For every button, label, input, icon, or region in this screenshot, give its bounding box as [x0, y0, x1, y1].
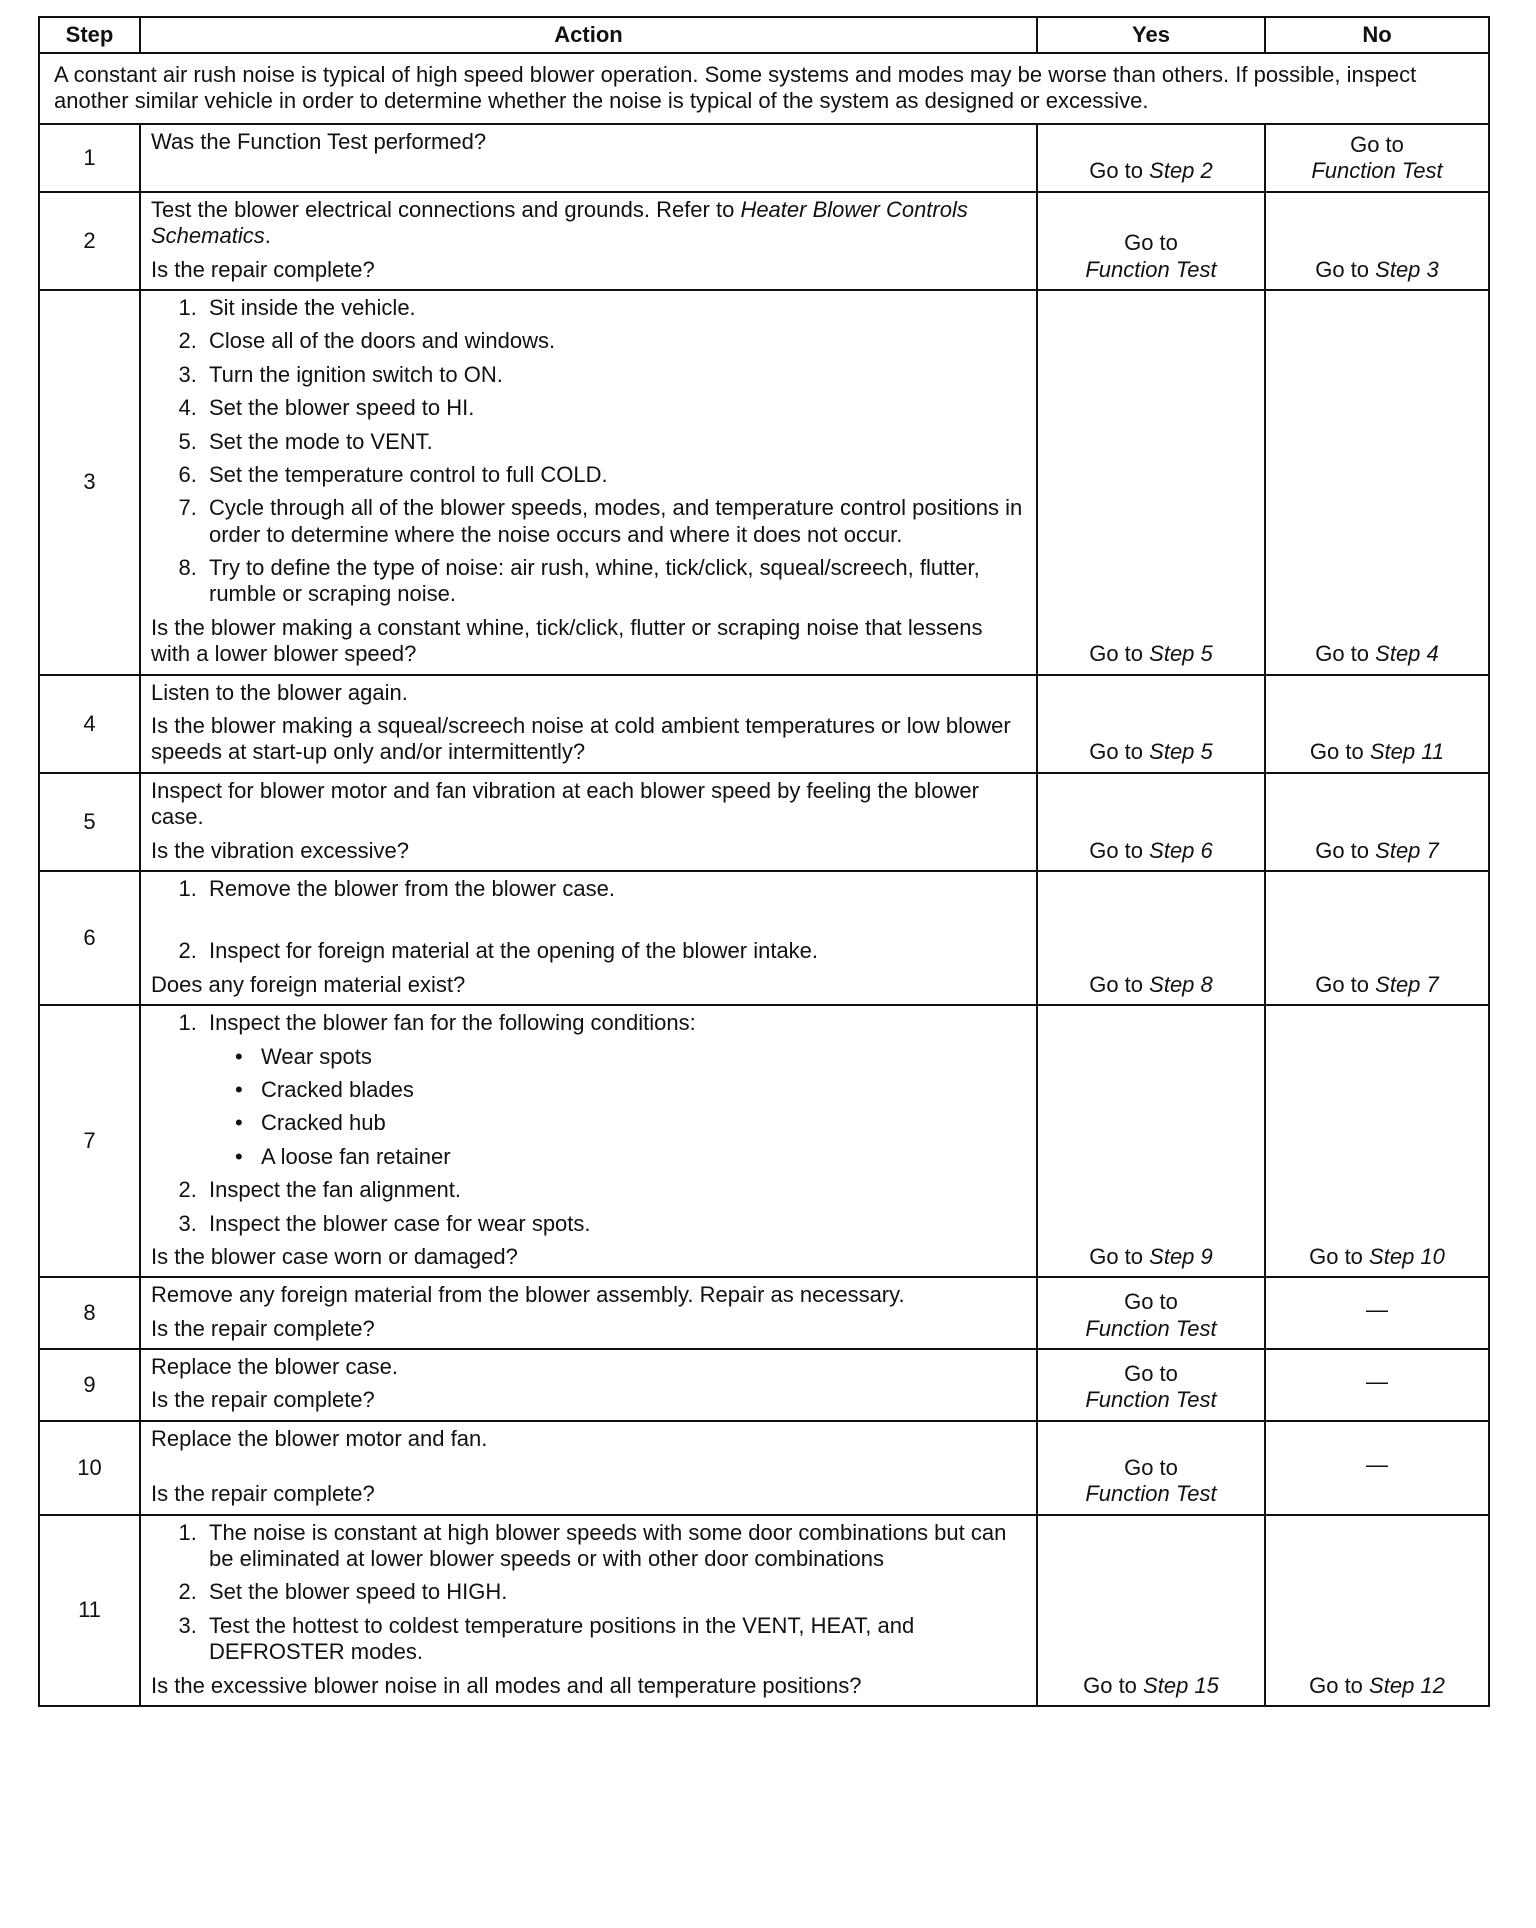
goto-label: Go to: [1350, 132, 1404, 157]
intro-row: [39, 53, 1489, 124]
no-cell: —: [1265, 1349, 1489, 1421]
step-number: 5: [39, 773, 140, 871]
table-row: [39, 192, 1489, 290]
list-item: 1. Remove the blower from the blower case.: [203, 876, 1026, 902]
no-target: Step 3: [1375, 256, 1439, 282]
header-row: [39, 17, 1489, 53]
numbered-list: [151, 1010, 1026, 1237]
numbered-list: [151, 876, 1026, 965]
question-text: Is the vibration excessive?: [151, 837, 410, 863]
list-item-text: Inspect the blower fan for the following conditions:: [209, 1010, 696, 1036]
yes-target: Function Test: [1085, 1315, 1217, 1341]
goto-label: Go to: [1089, 158, 1144, 184]
no-cell: —: [1265, 1277, 1489, 1349]
yes-cell: [1037, 1515, 1265, 1706]
goto-label: Go to: [1083, 1672, 1137, 1698]
yes-target: Function Test: [1085, 1481, 1217, 1507]
no-target: Function Test: [1311, 158, 1443, 184]
action-text: Inspect for blower motor and fan vibration at each blower speed by feeling the blower case.: [151, 777, 979, 830]
question-text: Is the excessive blower noise in all modes and all temperature positions?: [151, 1672, 862, 1698]
no-cell: [1265, 675, 1489, 773]
list-item: 3. Test the hottest to coldest temperature positions in the VENT, HEAT, and DEFROSTER modes.: [203, 1613, 1026, 1666]
action-cell: [140, 192, 1037, 290]
diagnostic-table: [38, 16, 1490, 1707]
no-cell: [1265, 1005, 1489, 1277]
table-row: [39, 871, 1489, 1005]
list-item: 2. Inspect the fan alignment.: [203, 1177, 1026, 1203]
no-cell: [1265, 1515, 1489, 1706]
spacer: [151, 1459, 1026, 1481]
no-cell: [1265, 871, 1489, 1005]
action-text: Listen to the blower again.: [151, 679, 408, 705]
question-text: Is the repair complete?: [151, 1315, 375, 1341]
goto-label: Go to: [1124, 1289, 1178, 1315]
goto-label: Go to: [1124, 1361, 1178, 1387]
no-cell: [1265, 290, 1489, 675]
yes-cell: [1037, 675, 1265, 773]
list-item: 7. Cycle through all of the blower speeds, modes, and temperature control positions in order to determine where the noise occurs and where it does not occur.: [203, 495, 1026, 548]
question-text: Is the blower case worn or damaged?: [151, 1243, 518, 1269]
header-yes: Yes: [1037, 17, 1265, 53]
list-item: 8. Try to define the type of noise: air rush, whine, tick/click, squeal/screech, flutter, rumble or scraping noise.: [203, 555, 1026, 608]
goto-label: Go to: [1089, 837, 1144, 863]
question-text: Is the repair complete?: [151, 1387, 375, 1413]
goto-label: Go to: [1315, 837, 1370, 863]
no-target: Step 7: [1375, 971, 1439, 997]
header-action: Action: [140, 17, 1037, 53]
yes-cell: [1037, 124, 1265, 192]
action-text-end: .: [264, 223, 271, 249]
action-text: Replace the blower motor and fan.: [151, 1425, 488, 1451]
question-text: Is the repair complete?: [151, 256, 375, 282]
bullet-item: • Wear spots: [255, 1044, 1026, 1070]
list-item: 3. Inspect the blower case for wear spots.: [203, 1211, 1026, 1237]
list-item: [203, 1010, 1026, 1170]
goto-label: Go to: [1124, 230, 1178, 256]
header-step: Step: [39, 17, 140, 53]
action-text: Was the Function Test performed?: [151, 128, 487, 154]
goto-label: Go to: [1089, 1243, 1144, 1269]
question-text: Does any foreign material exist?: [151, 971, 466, 997]
no-target: Step 7: [1375, 837, 1439, 863]
list-item: 2. Close all of the doors and windows.: [203, 328, 1026, 354]
step-number: 2: [39, 192, 140, 290]
action-cell: [140, 871, 1037, 1005]
goto-label: Go to: [1315, 641, 1370, 667]
goto-label: Go to: [1309, 739, 1364, 765]
list-item: 5. Set the mode to VENT.: [203, 429, 1026, 455]
goto-label: Go to: [1315, 256, 1370, 282]
step-number: 11: [39, 1515, 140, 1706]
yes-cell: [1037, 773, 1265, 871]
table-row: [39, 773, 1489, 871]
list-item: 2. Inspect for foreign material at the opening of the blower intake.: [203, 938, 1026, 964]
no-cell: [1265, 124, 1489, 192]
yes-cell: [1037, 871, 1265, 1005]
yes-target: Function Test: [1085, 1387, 1217, 1413]
yes-target: Step 8: [1149, 971, 1213, 997]
list-spacer: [203, 909, 1026, 931]
yes-cell: [1037, 1421, 1265, 1515]
schematic-reference: Heater Blower Controls Schematics: [151, 196, 968, 249]
yes-target: Step 2: [1149, 158, 1213, 184]
goto-label: Go to: [1309, 1243, 1363, 1269]
step-number: 10: [39, 1421, 140, 1515]
question-text: Is the blower making a squeal/screech noise at cold ambient temperatures or low blower speeds at start-up only and/or intermittently?: [151, 713, 1011, 765]
step-number: 9: [39, 1349, 140, 1421]
table-row: [39, 290, 1489, 675]
table-row: [39, 1421, 1489, 1515]
action-cell: [140, 124, 1037, 192]
table-row: [39, 1277, 1489, 1349]
action-text: Replace the blower case.: [151, 1354, 399, 1380]
action-cell: [140, 675, 1037, 773]
bullet-item: • A loose fan retainer: [255, 1144, 1026, 1170]
step-number: 3: [39, 290, 140, 675]
yes-cell: [1037, 192, 1265, 290]
goto-label: Go to: [1315, 971, 1370, 997]
action-cell: [140, 1421, 1037, 1515]
list-item: 6. Set the temperature control to full COLD.: [203, 462, 1026, 488]
no-target: Step 10: [1369, 1243, 1445, 1269]
goto-label: Go to: [1089, 739, 1144, 765]
step-number: 7: [39, 1005, 140, 1277]
question-text: Is the repair complete?: [151, 1481, 375, 1507]
step-number: 6: [39, 871, 140, 1005]
yes-target: Step 15: [1143, 1672, 1219, 1698]
yes-cell: [1037, 1005, 1265, 1277]
step-number: 4: [39, 675, 140, 773]
header-no: No: [1265, 17, 1489, 53]
list-item: 4. Set the blower speed to HI.: [203, 395, 1026, 421]
question-text: Is the blower making a constant whine, tick/click, flutter or scraping noise that lessens with a lower blower speed?: [151, 614, 983, 667]
goto-label: Go to: [1089, 971, 1144, 997]
numbered-list: [151, 295, 1026, 608]
no-target: Step 4: [1375, 641, 1439, 667]
action-cell: [140, 1005, 1037, 1277]
goto-label: Go to: [1309, 1672, 1363, 1698]
action-text: [151, 197, 1026, 250]
table-row: [39, 1005, 1489, 1277]
yes-cell: [1037, 290, 1265, 675]
yes-target: Step 5: [1149, 739, 1213, 765]
table-row: [39, 1349, 1489, 1421]
bullet-list: [209, 1044, 1026, 1171]
action-cell: [140, 1349, 1037, 1421]
yes-cell: [1037, 1349, 1265, 1421]
action-text: Remove any foreign material from the blower assembly. Repair as necessary.: [151, 1282, 905, 1308]
table-row: [39, 1515, 1489, 1706]
no-cell: [1265, 773, 1489, 871]
table-row: [39, 124, 1489, 192]
yes-target: Step 6: [1149, 837, 1213, 863]
no-cell: [1265, 192, 1489, 290]
bullet-item: • Cracked blades: [255, 1077, 1026, 1103]
no-target: Step 11: [1369, 739, 1445, 765]
list-item: 3. Turn the ignition switch to ON.: [203, 362, 1026, 388]
yes-target: Function Test: [1085, 256, 1217, 282]
no-target: Step 12: [1369, 1672, 1445, 1698]
action-cell: [140, 1515, 1037, 1706]
goto-label: Go to: [1089, 641, 1144, 667]
action-cell: [140, 1277, 1037, 1349]
yes-cell: [1037, 1277, 1265, 1349]
list-item: 1. Sit inside the vehicle.: [203, 295, 1026, 321]
step-number: 8: [39, 1277, 140, 1349]
yes-target: Step 9: [1149, 1243, 1213, 1269]
action-text-part: Test the blower electrical connections and grounds. Refer to: [151, 196, 741, 222]
action-cell: [140, 773, 1037, 871]
list-item: 1. The noise is constant at high blower speeds with some door combinations but can be eliminated at lower blower speeds or with other door combinations: [203, 1520, 1026, 1573]
list-item: 2. Set the blower speed to HIGH.: [203, 1579, 1026, 1605]
intro-text: A constant air rush noise is typical of high speed blower operation. Some systems and modes may be worse than others. If possible, inspect another similar vehicle in order to determine whether the noise is typical of the system as designed or excessive.: [39, 53, 1489, 124]
step-number: 1: [39, 124, 140, 192]
table-row: [39, 675, 1489, 773]
goto-label: Go to: [1124, 1454, 1178, 1480]
no-cell: —: [1265, 1421, 1489, 1515]
bullet-item: • Cracked hub: [255, 1110, 1026, 1136]
yes-target: Step 5: [1149, 641, 1213, 667]
action-cell: [140, 290, 1037, 675]
numbered-list: [151, 1520, 1026, 1666]
